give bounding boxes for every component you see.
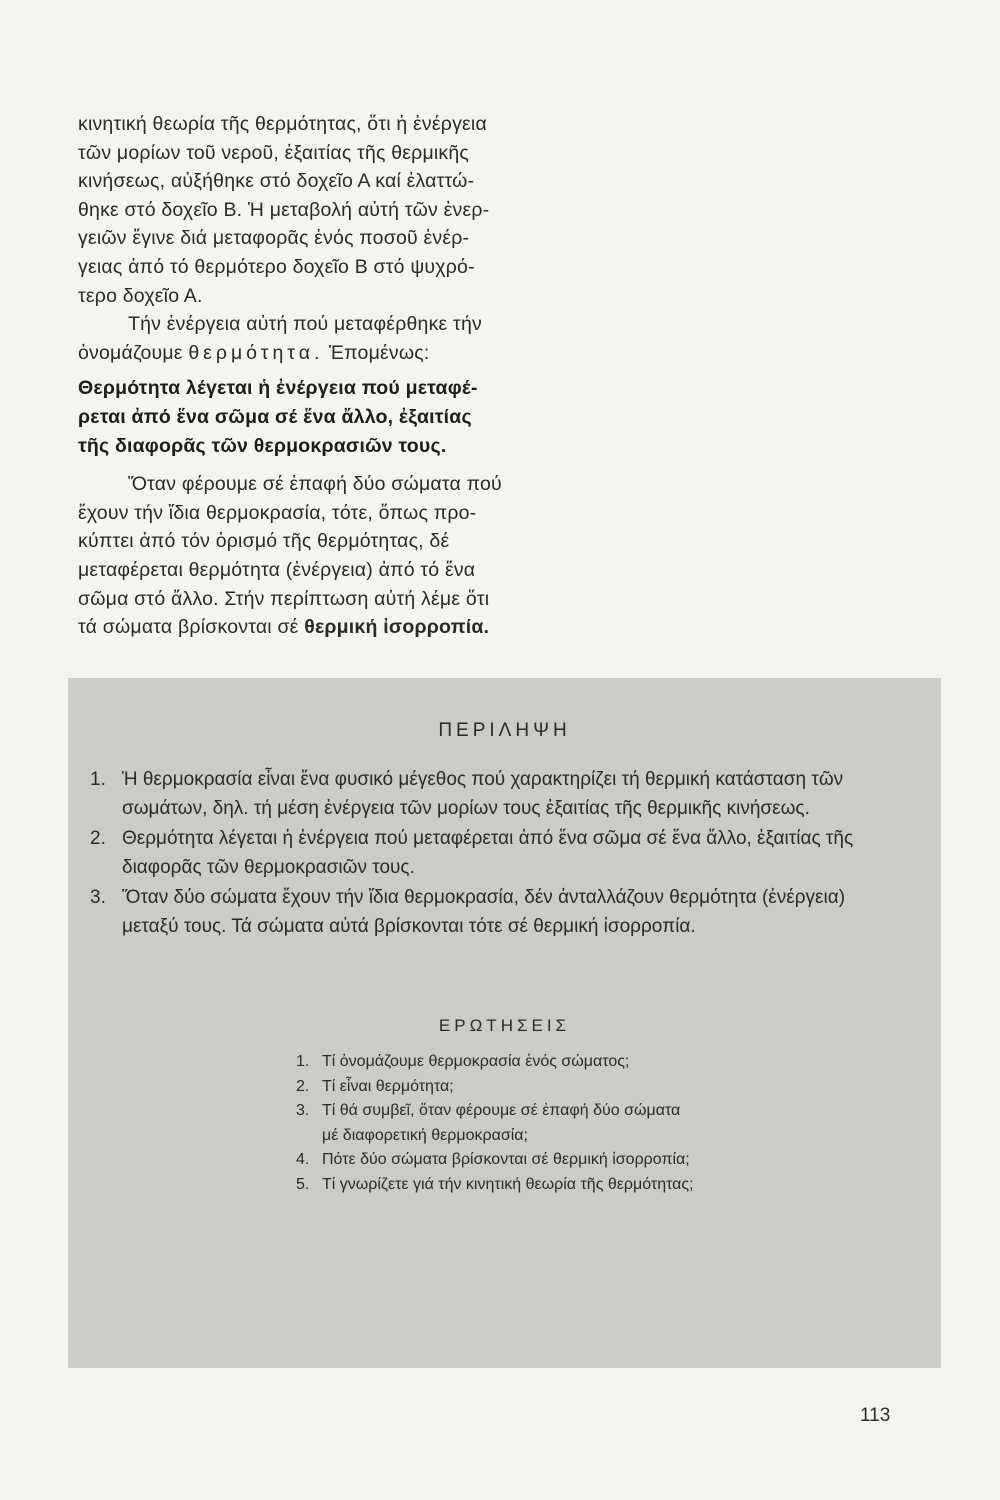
page-number: 113 xyxy=(860,1405,891,1426)
text-line: Ὅταν φέρουμε σέ ἐπαφή δύο σώματα πού xyxy=(128,473,502,496)
summary-title: ΠΕΡΙΛΗΨΗ xyxy=(438,720,571,741)
item-text: Θερμότητα λέγεται ἡ ἐνέργεια πού μεταφέρεται ἀπό ἕνα σῶμα σέ ἕνα ἄλλο, ἐξαιτίας τῆς διαφορᾶς τῶν θερμοκρασιῶν τους. xyxy=(122,828,854,878)
item-text: Ἡ θερμοκρασία εἶναι ἕνα φυσικό μέγεθος πού χαρακτηρίζει τή θερμική κατάσταση τῶν σωμάτων, δηλ. τή μέση ἐνέργεια τῶν μορίων τους ἐξαιτίας τῆς θερμικῆς κινήσεως. xyxy=(122,769,844,819)
question-item xyxy=(296,1075,696,1100)
text-line xyxy=(78,613,540,642)
paragraph-1 xyxy=(78,110,540,310)
question-text: Τί θά συμβεῖ, ὅταν φέρουμε σέ ἐπαφή δύο σώματα μέ διαφορετική θερμοκρασία; xyxy=(322,1102,681,1144)
item-number: 1. xyxy=(90,769,106,790)
question-item xyxy=(296,1148,696,1173)
question-item xyxy=(296,1050,696,1075)
question-number: 1. xyxy=(296,1053,310,1070)
item-text: Ὅταν δύο σώματα ἔχουν τήν ἴδια θερμοκρασία, δέν ἀνταλλάζουν θερμότητα (ἐνέργεια) μεταξύ τους. Τά σώματα αὐτά βρίσκονται τότε σέ θερμική ἰσορροπία. xyxy=(122,887,846,937)
summary-item xyxy=(90,884,895,941)
text-fragment: ὀνομάζουμε xyxy=(78,341,183,364)
main-text-column xyxy=(78,110,540,642)
text-fragment: τά σώματα βρίσκονται σέ xyxy=(78,616,299,639)
text-line: γειῶν ἔγινε διά μεταφορᾶς ἑνός ποσοῦ ἐνέρ- xyxy=(78,227,470,250)
question-text: Πότε δύο σώματα βρίσκονται σέ θερμική ἰσορροπία; xyxy=(322,1151,690,1168)
text-line: κινήσεως, αὐξήθηκε στό δοχεῖο Α καί ἐλαττώ- xyxy=(78,170,475,193)
summary-item xyxy=(90,766,895,823)
paragraph-2 xyxy=(78,310,540,367)
definition-line: ρεται ἀπό ἕνα σῶμα σέ ἕνα ἄλλο, ἐξαιτίας xyxy=(78,405,472,428)
question-text: Τί γνωρίζετε γιά τήν κινητική θεωρία τῆς θερμότητας; xyxy=(322,1175,694,1193)
text-line: θηκε στό δοχεῖο Β. Ἡ μεταβολή αὐτή τῶν ἐνερ- xyxy=(78,198,490,221)
question-item xyxy=(296,1173,696,1198)
text-line: τερο δοχεῖο Α. xyxy=(78,284,203,307)
question-number: 3. xyxy=(296,1102,310,1119)
questions-list xyxy=(296,1050,696,1197)
text-line: τῶν μορίων τοῦ νεροῦ, ἐξαιτίας τῆς θερμικῆς xyxy=(78,141,470,164)
item-number: 3. xyxy=(90,887,106,908)
text-line: σῶμα στό ἄλλο. Στήν περίπτωση αὐτή λέμε ὅτι xyxy=(78,587,490,610)
text-line: Τήν ἐνέργεια αὐτή πού μεταφέρθηκε τήν xyxy=(128,313,482,336)
text-line: κύπτει ἀπό τόν ὁρισμό τῆς θερμότητας, δέ xyxy=(78,530,450,553)
definition-block xyxy=(78,374,540,460)
paragraph-3 xyxy=(78,470,540,642)
text-line: ἔχουν τήν ἴδια θερμοκρασία, τότε, ὅπως προ- xyxy=(78,501,477,524)
spaced-term: θερμότητα. xyxy=(188,341,324,364)
definition-line: Θερμότητα λέγεται ἡ ἐνέργεια πού μεταφέ- xyxy=(78,377,478,400)
question-text: Τί εἶναι θερμότητα; xyxy=(322,1077,454,1095)
question-text: Τί ὀνομάζουμε θερμοκρασία ἑνός σώματος; xyxy=(322,1053,630,1070)
text-line xyxy=(78,339,540,368)
questions-title: ΕΡΩΤΗΣΕΙΣ xyxy=(438,1016,571,1035)
summary-item xyxy=(90,825,895,882)
text-line: μεταφέρεται θερμότητα (ἐνέργεια) ἀπό τό ἕνα xyxy=(78,558,476,581)
text-fragment: Ἑπομένως: xyxy=(329,341,430,364)
summary-list xyxy=(90,766,895,943)
question-number: 2. xyxy=(296,1077,310,1095)
question-number: 4. xyxy=(296,1151,310,1168)
item-number: 2. xyxy=(90,828,106,849)
summary-box xyxy=(68,678,941,1368)
question-item xyxy=(296,1099,696,1148)
bold-term: θερμική ἰσορροπία. xyxy=(304,616,490,639)
text-line: γειας ἀπό τό θερμότερο δοχεῖο Β στό ψυχρό- xyxy=(78,255,475,278)
definition-line: τῆς διαφορᾶς τῶν θερμοκρασιῶν τους. xyxy=(78,434,447,457)
text-line: κινητική θεωρία τῆς θερμότητας, ὅτι ἡ ἐνέργεια xyxy=(78,113,487,135)
question-number: 5. xyxy=(296,1175,310,1193)
